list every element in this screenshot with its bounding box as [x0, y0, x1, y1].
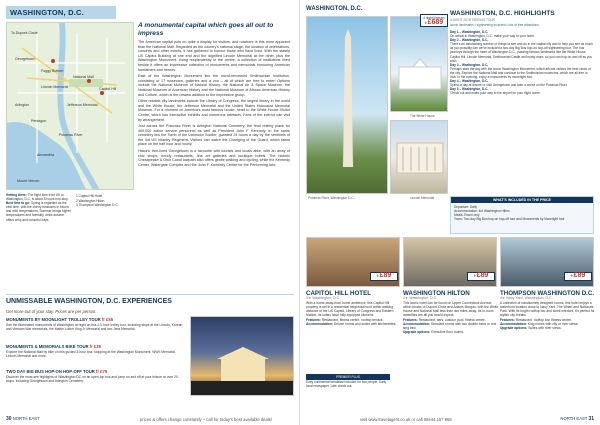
- intro-paragraph: The American capital puts on quite a display for visitors, and nowhere is this more apparent than the National Mall. Regarded as the country's national stage, the location of celebrations, concerts and other events, it has gathered to honour those who have lived. With the stately US Capitol Building at one end and the dignified Lincoln Memorial at the other, plus the Washington Monument, rising resplendently in the centre, a collection of institutions lined beside it offers an impressive collection of monuments and memorials honouring American forefathers and heroes.: [138, 40, 290, 72]
- price-badge: [420, 14, 448, 27]
- photo-caption: Lincoln Memorial: [410, 196, 435, 200]
- unmissable-subtitle: Get more out of your stay. Prices are per person.: [6, 309, 97, 314]
- badge-amount: £689: [427, 18, 444, 26]
- right-page: [300, 0, 600, 425]
- map-label: Mount Vernon: [17, 179, 40, 183]
- hotel-description: With a home-away-from-home ambience, this Capitol Hill property is set in a residential neighbourhood within walking distance of the US Capitol, Library of Congress and Eastern Market. Its suites have fully equipped kitchens.: [306, 301, 394, 318]
- excursion-price: fr £55: [101, 317, 114, 322]
- getting-there-label: Getting there:: [6, 193, 27, 197]
- map-key-item: 3 Thompson Washington D.C.: [76, 203, 119, 208]
- map-label: National Mall: [73, 75, 94, 79]
- intro-paragraph: East of the Washington Monument lies the world-renowned Smithsonian Institution, consisting of 17 museums, galleries and a zoo – all of which are free to enter! Options include the National Museum of Natural History, the National Air & Space Museum, the National Museum of American History and the National Museum of African American History and Culture, which is the newest addition to the impressive group.: [138, 74, 290, 97]
- white-house-photo: [390, 16, 448, 112]
- map-label: Potomac River: [59, 133, 83, 137]
- white-house-graphic: [391, 17, 448, 112]
- lincoln-memorial-photo: [390, 120, 448, 194]
- map-label: Foggy Bottom: [41, 69, 64, 73]
- destination-tab: WASHINGTON, D.C.: [6, 6, 116, 19]
- price-badge: [370, 272, 398, 281]
- hotel-name: WASHINGTON HILTON: [403, 290, 470, 297]
- whats-included-header: WHAT'S INCLUDED IN THE PRICE: [451, 197, 593, 203]
- hotel-name: CAPITOL HILL HOTEL: [306, 290, 371, 297]
- intro-body: [138, 40, 290, 169]
- tours-info: Tours: Two-day Big Bus hop-on hop-off tour and Monuments by Moonlight tour: [454, 217, 565, 222]
- excursion-text: Explore the National Mall by bike on this guided 3-hour tour, stopping at the Washington Monument, WWII Memorial, Lincoln Memorial and more.: [6, 350, 176, 359]
- map-key: [76, 194, 119, 208]
- excursion-item[interactable]: [6, 318, 186, 331]
- excursion-item[interactable]: [6, 345, 186, 358]
- left-footer: [6, 416, 40, 422]
- map-key-item: 1 Capitol Hill Hotel: [76, 194, 103, 198]
- accommodation-info: Accommodation: 4nt Washington Hilton: [454, 209, 510, 214]
- section-name: NORTH EAST: [12, 416, 40, 421]
- excursion-price: fr £39: [89, 344, 101, 349]
- premier-plus-header: PREMIER PLUS: [306, 374, 390, 380]
- monument-photo: [306, 16, 388, 194]
- destination-tab: WASHINGTON, D.C.: [306, 6, 363, 12]
- badge-prefix: fr: [424, 20, 427, 25]
- right-footer: [560, 416, 594, 422]
- map-label: To Dupont Circle: [11, 31, 38, 35]
- intro-headline: A monumental capital which goes all out to impress: [138, 22, 274, 37]
- itinerary-day: Day 4 – Washington, D.C. Spend a day at leisure or visit Georgetown and take a cruise on the Potomac River.: [450, 79, 568, 88]
- badge-amount: £89: [379, 272, 392, 279]
- map-label: Lincoln Memorial: [41, 85, 69, 89]
- excursion-title: TWO DAY BIG BUS HOP-ON HOP-OFF TOUR fr £79: [6, 369, 108, 374]
- badge-amount: £89: [476, 272, 489, 279]
- badge-amount: £89: [573, 272, 586, 279]
- page-number: 30: [6, 416, 12, 422]
- excursion-item[interactable]: [6, 370, 186, 383]
- hotel-name: THOMPSON WASHINGTON D.C.: [500, 290, 595, 297]
- photo-caption: Potomac River, Washington D.C.: [308, 196, 355, 200]
- price-badge: [467, 272, 495, 281]
- section-divider: [6, 294, 294, 295]
- section-name: NORTH EAST: [560, 416, 588, 421]
- badge-label: 4 night itinerary: [423, 16, 445, 20]
- getting-there-text: The flight time from UK to Washington, D.C. is about 8 hours non-stop.: [6, 193, 69, 202]
- intro-paragraph: Just across the Potomac River is Arlington National Cemetery, the final resting place for 400,000 active service personnel as well as President John F Kennedy. In the same cemetery lies the Tomb of the Unknown Soldier, guarded 24 hours a day by the sentinels of the 3rd US Infantry Regiment. Visitors can watch the Changing of the Guard, which takes place on the half hour and hourly.: [138, 124, 290, 147]
- getting-there: [6, 193, 72, 222]
- hotel-description: A collection of handsomely designed rooms, this hotel enjoys a waterfront location close to Navy Yard, The Wharf and Nationals Park. With its bright rooftop bar and sleek interiors, it's perfect for stylish city breaks.: [500, 301, 595, 318]
- hotel-rating: 4★ Navy Yard, Washington, D.C.: [500, 296, 553, 301]
- departure-info: Departure: Daily: [454, 205, 478, 210]
- itinerary-day: Day 5 – Washington, D.C. Check out and make your way to the airport for your flight home.: [450, 87, 541, 96]
- best-time-label: Best time to go:: [6, 201, 31, 206]
- badge-prefix: fr: [376, 274, 379, 278]
- whats-included-box: [450, 196, 594, 234]
- excursion-text: See the illuminated monuments of Washington at night on this 2.5-hour trolley tour, including stops at the Lincoln, Korean and Vietnam War memorials, the Martin Luther King Jr Memorial and Iwo Jima Memorial.: [6, 323, 183, 332]
- hotel-rating: 3★ Washington, D.C.: [306, 296, 341, 301]
- badge-prefix: fr: [570, 274, 573, 278]
- unmissable-title: UNMISSABLE WASHINGTON, D.C. EXPERIENCES: [6, 298, 172, 305]
- best-time-text: Spring is regarded as the best time, with the cherry blossoms in bloom and mild temperatures. Summer brings higher temperatures and humidity, while autumn offers crisp and colourful days.: [6, 201, 71, 222]
- map-key-item: 2 Washington Hilton: [76, 198, 105, 203]
- night-monument-photo: [190, 316, 294, 396]
- footer-note: visit www.travelagent.co.uk or call 08444 157 868: [360, 417, 452, 422]
- itinerary-day: Day 2 – Washington, D.C. There's an astonishing number of things to see and do in the capital city and to help you see as much as you possibly can we've included a two-day Big Bus hop-on hop-off sightseeing tour. The bus journeys through the heart of Washington D.C., passing famous landmarks like the White House, Capitol Hill, Lincoln Memorial, Smithsonian Castle and many more, so you can hop on and off as you wish.: [450, 38, 593, 63]
- hotel-rating: 4★ Washington, D.C.: [403, 296, 438, 301]
- monument-silhouette: [191, 317, 294, 396]
- excursion-text: Discover the must-see highlights of Washington DC on an open-top bus and jump on and off at your leisure at over 20 stops, including Georgetown and Arlington Cemetery.: [6, 375, 178, 384]
- itinerary-day: Day 3 – Washington, D.C. Perhaps start the day with the iconic Washington Monument, which affords visitors the best views of the city. Explore the National Mall and continue to the Smithsonian museums, which are all free to visit. In the evening, enjoy a monuments by moonlight tour.: [450, 62, 591, 80]
- map-label: Pentagon: [31, 119, 47, 123]
- premier-plus-text: Early continental breakfast included for two people. Daily local newspaper. Late check out.: [306, 380, 387, 388]
- excursion-title: MONUMENTS & MEMORIALS BIKE TOUR fr £39: [6, 344, 101, 349]
- highlights-tags: iconic landmarks • sightseeing included • lots of free attractions: [450, 23, 539, 27]
- footer-note: prices & offers change constantly – call for today's best available deals!: [140, 417, 273, 422]
- excursion-title: MONUMENTS BY MOONLIGHT TROLLEY TOUR fr £55: [6, 317, 114, 322]
- memorial-graphic: [391, 121, 448, 194]
- hotel-card[interactable]: WASHINGTON HILTON 4★ Washington, D.C. This iconic hotel can be found on Upper Connecticut Avenue, within blocks of Dupont Circle and Adams Morgan, with the White House and National Mall less than two miles away. Its in-room amenities are all you would expect. Features: Restaurant, bars, outdoor pool, fitness centre. Accommodation: Standard rooms with two double beds or one king bed. Upgrade options: Executive floor rooms.: [403, 290, 499, 334]
- obelisk-graphic: [307, 17, 388, 194]
- highlights-title: WASHINGTON, D.C. HIGHLIGHTS: [450, 10, 555, 17]
- map-label: Jefferson Memorial: [67, 103, 98, 107]
- badge-prefix: fr: [473, 274, 476, 278]
- page-number: 31: [588, 416, 594, 422]
- excursion-price: fr £79: [95, 369, 108, 374]
- map-label: Alexandria: [37, 153, 54, 157]
- hotel-card[interactable]: THOMPSON WASHINGTON D.C. 4★ Navy Yard, Washington, D.C. A collection of handsomely designed rooms, this hotel enjoys a waterfront location close to Navy Yard, The Wharf and Nationals Park. With its bright rooftop bar and sleek interiors, it's perfect for stylish city breaks. Features: Restaurant, rooftop bar, fitness centre. Accommodation: King rooms with city or river views. Upgrade options: Suites with river views.: [500, 290, 595, 330]
- hotel-description: This iconic hotel can be found on Upper Connecticut Avenue, within blocks of Dupont Circle and Adams Morgan, with the White House and National Mall less than two miles away. Its in-room amenities are all you would expect.: [403, 301, 499, 318]
- map-label: Capitol Hill: [99, 87, 117, 91]
- photo-caption: The White House: [410, 114, 435, 118]
- map-label: Georgetown: [15, 57, 35, 61]
- city-map[interactable]: [6, 22, 134, 190]
- itinerary-day: Day 1 – Washington, D.C. On arrival in Washington, D.C. make your way to your hotel.: [450, 30, 535, 39]
- meals-info: Meals: Room only: [454, 213, 480, 218]
- hotel-card[interactable]: CAPITOL HILL HOTEL 3★ Washington, D.C. With a home-away-from-home ambience, this Capitol Hill property is set in a residential neighbourhood within walking distance of the US Capitol, Library of Congress and Eastern Market. Its suites have fully equipped kitchens. Features: Restaurant, fitness centre, rooftop terrace. Accommodation: Deluxe rooms and suites with kitchenettes.: [306, 292, 402, 326]
- intro-paragraph: Historic tree-lined Georgetown is a favourite with tourists and locals alike, with an array of chic shops, trendy restaurants, fine art galleries and boutique hotels. The historic Chesapeake & Ohio Canal towpath also offers gentle walking and cycling, while the Kennedy Center, Watergate Complex and the John F. Kennedy Centre for the Performing Arts.: [138, 149, 290, 167]
- price-badge: [564, 272, 592, 281]
- highlights-subtitle: 4 NIGHT SIGHTSEEING TOUR: [450, 18, 495, 22]
- itinerary: [450, 30, 594, 96]
- intro-paragraph: Other notable city landmarks include the Library of Congress, the largest library in the world and the White House, the Jefferson Memorial and the United States Holocaust Memorial Museum. For a moment on America's most famous house, head to the White House Visitor Centre, which has interactive exhibits and numerous artefacts. Fans of the interior can visit by arrangement.: [138, 99, 290, 122]
- map-label: Arlington: [15, 103, 30, 107]
